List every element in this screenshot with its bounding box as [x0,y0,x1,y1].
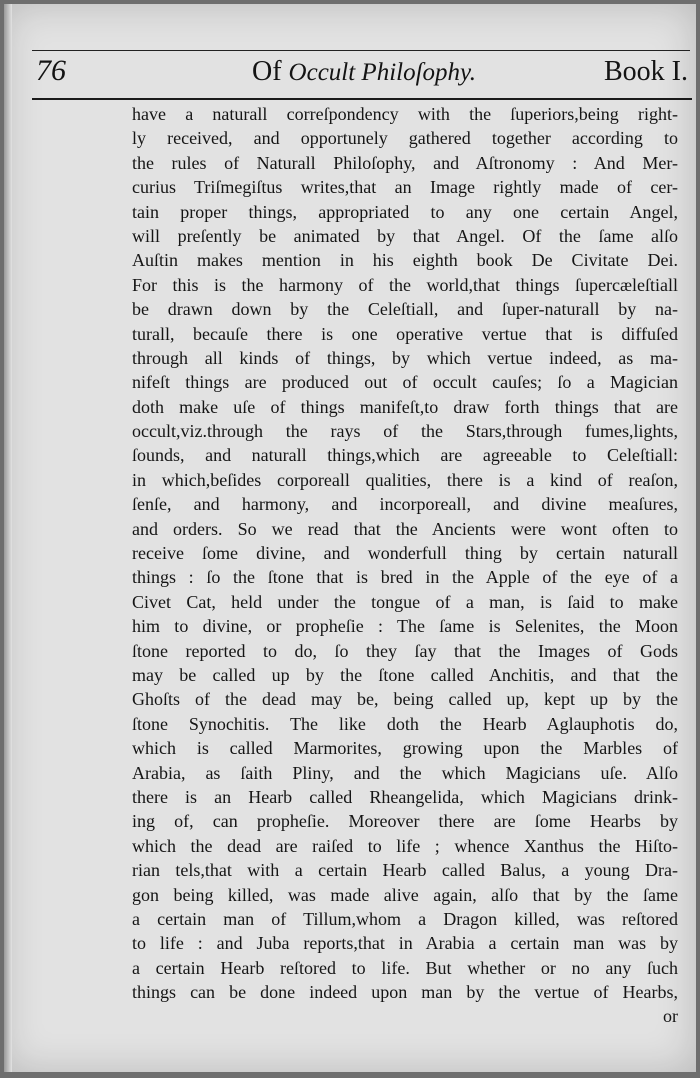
text-line: a certain man of Tillum,whom a Dragon killed, was reſtored [132,908,678,929]
header-rule-top [32,50,690,51]
text-line: which the dead are raiſed to life ; whence Xanthus the Hiſto- [132,835,678,856]
text-line: a certain Hearb reſtored to life. But whether or no any ſuch [132,957,678,978]
text-line: tain proper things, appropriated to any one certain Angel, [132,201,678,222]
text-line: Civet Cat, held under the tongue of a man, is ſaid to make [132,591,678,612]
text-line: things can be done indeed upon man by the vertue of Hearbs, [132,982,678,1003]
text-line: in which,beſides corporeall qualities, there is a kind of reaſon, [132,469,678,490]
text-line: will preſently be animated by that Angel. Of the ſame alſo [132,225,678,246]
text-line: Auſtin makes mention in his eighth book De Civitate Dei. [132,250,678,271]
text-line: ſounds, and naturall things,which are agreeable to Celeſtiall: [132,445,678,466]
text-line: or [663,1006,678,1027]
text-line: the rules of Naturall Philoſophy, and Aſtronomy : And Mer- [132,152,678,173]
text-line: him to divine, or propheſie : The ſame is Selenites, the Moon [132,616,678,637]
running-title-italic: Occult Philoſophy. [288,59,477,86]
header-rule-bottom [32,98,692,100]
text-line: ſenſe, and harmony, and incorporeall, and divine meaſures, [132,494,678,515]
text-line: ſtone Synochitis. The like doth the Hearb Aglauphotis do, [132,713,678,734]
page-number: 76 [36,54,66,87]
text-line: occult,viz.through the rays of the Stars,through fumes,lights, [132,421,678,442]
text-line: curius Triſmegiſtus writes,that an Image rightly made of cer- [132,177,678,198]
text-line: turall, becauſe there is one operative vertue that is diffuſed [132,323,678,344]
text-line: be drawn down by the Celeſtiall, and ſuper-naturall by na- [132,299,678,320]
text-line: receive ſome divine, and wonderfull thing by certain naturall [132,543,678,564]
text-line: to life : and Juba reports,that in Arabia a certain man was by [132,933,678,954]
text-line: gon being killed, was made alive again, alſo that by the ſame [132,884,678,905]
book-number: Book I. [604,56,688,87]
text-line: rian tels,that with a certain Hearb called Balus, a young Dra- [132,860,678,881]
running-title-prefix: Of [252,56,289,87]
text-line: and orders. So we read that the Ancients were wont often to [132,518,678,539]
text-line: things : ſo the ſtone that is bred in the Apple of the eye of a [132,567,678,588]
text-line: have a naturall correſpondency with the ſuperiors,being right- [132,104,678,124]
text-line: ing of, can propheſie. Moreover there are ſome Hearbs by [132,811,678,832]
text-line: Arabia, as ſaith Pliny, and the which Magicians uſe. Alſo [132,762,678,783]
running-title [252,56,476,88]
text-line: may be called up by the ſtone called Anchitis, and that the [132,664,678,685]
text-line: ſtone reported to do, ſo they ſay that the Images of Gods [132,640,678,661]
text-line: Ghoſts of the dead may be, being called up, kept up by the [132,689,678,710]
book-page [4,4,696,1072]
text-line: which is called Marmorites, growing upon the Marbles of [132,738,678,759]
text-line: doth make uſe of things manifeſt,to draw forth things that are [132,396,678,417]
text-line: nifeſt things are produced out of occult cauſes; ſo a Magician [132,372,678,393]
body-text [132,102,678,1029]
running-header [32,52,688,94]
text-line: For this is the harmony of the world,that things ſupercæleſtiall [132,274,678,295]
text-line: there is an Hearb called Rheangelida, which Magicians drink- [132,786,678,807]
text-line: ly received, and opportunely gathered together according to [132,128,678,149]
text-line: through all kinds of things, by which vertue indeed, as ma- [132,347,678,368]
